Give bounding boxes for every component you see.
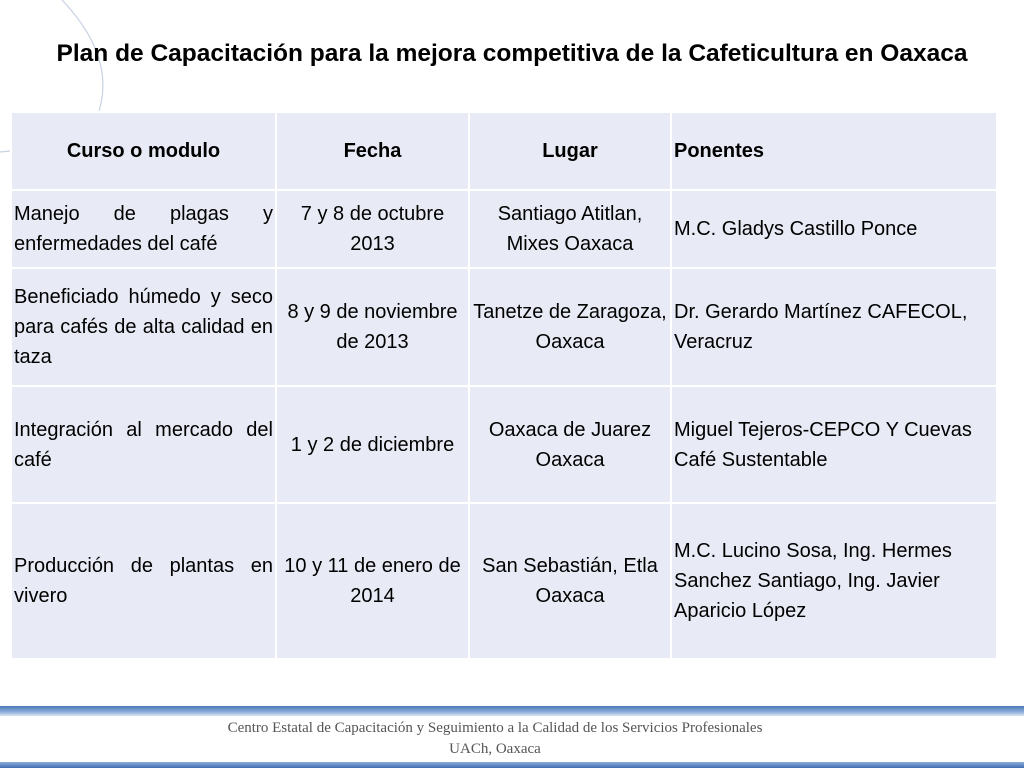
header-course: Curso o modulo	[11, 112, 276, 190]
cell-place: Oaxaca de Juarez Oaxaca	[469, 386, 671, 503]
cell-place: San Sebastián, Etla Oaxaca	[469, 503, 671, 659]
cell-speakers: M.C. Gladys Castillo Ponce	[671, 190, 997, 268]
table-row	[11, 268, 997, 386]
cell-speakers: Dr. Gerardo Martínez CAFECOL, Veracruz	[671, 268, 997, 386]
table-row	[11, 190, 997, 268]
cell-course: Integración al mercado del café	[11, 386, 276, 503]
footer-band	[0, 706, 1024, 768]
page-title: Plan de Capacitación para la mejora competitiva de la Cafeticultura en Oaxaca	[56, 40, 968, 67]
footer-text	[0, 718, 990, 760]
cell-speakers: M.C. Lucino Sosa, Ing. Hermes Sanchez Santiago, Ing. Javier Aparicio López	[671, 503, 997, 659]
header-place: Lugar	[469, 112, 671, 190]
cell-date: 1 y 2 de diciembre	[276, 386, 469, 503]
header-speakers: Ponentes	[671, 112, 997, 190]
header-date: Fecha	[276, 112, 469, 190]
cell-place: Tanetze de Zaragoza, Oaxaca	[469, 268, 671, 386]
footer-band-bottom-stripe	[0, 762, 1024, 768]
footer-university: UACh, Oaxaca	[449, 741, 541, 757]
training-plan-table	[10, 111, 998, 660]
table-row	[11, 503, 997, 659]
footer-institution: Centro Estatal de Capacitación y Seguimiento a la Calidad de los Servicios Profesionales	[227, 720, 763, 736]
cell-course: Manejo de plagas y enfermedades del café	[11, 190, 276, 268]
footer-band-top-stripe	[0, 706, 1024, 716]
cell-date: 8 y 9 de noviembre de 2013	[276, 268, 469, 386]
cell-date: 7 y 8 de octubre 2013	[276, 190, 469, 268]
cell-course: Producción de plantas en vivero	[11, 503, 276, 659]
cell-course: Beneficiado húmedo y seco para cafés de alta calidad en taza	[11, 268, 276, 386]
table-row	[11, 386, 997, 503]
cell-speakers: Miguel Tejeros-CEPCO Y Cuevas Café Sustentable	[671, 386, 997, 503]
table-header-row	[11, 112, 997, 190]
cell-place: Santiago Atitlan, Mixes Oaxaca	[469, 190, 671, 268]
cell-date: 10 y 11 de enero de 2014	[276, 503, 469, 659]
